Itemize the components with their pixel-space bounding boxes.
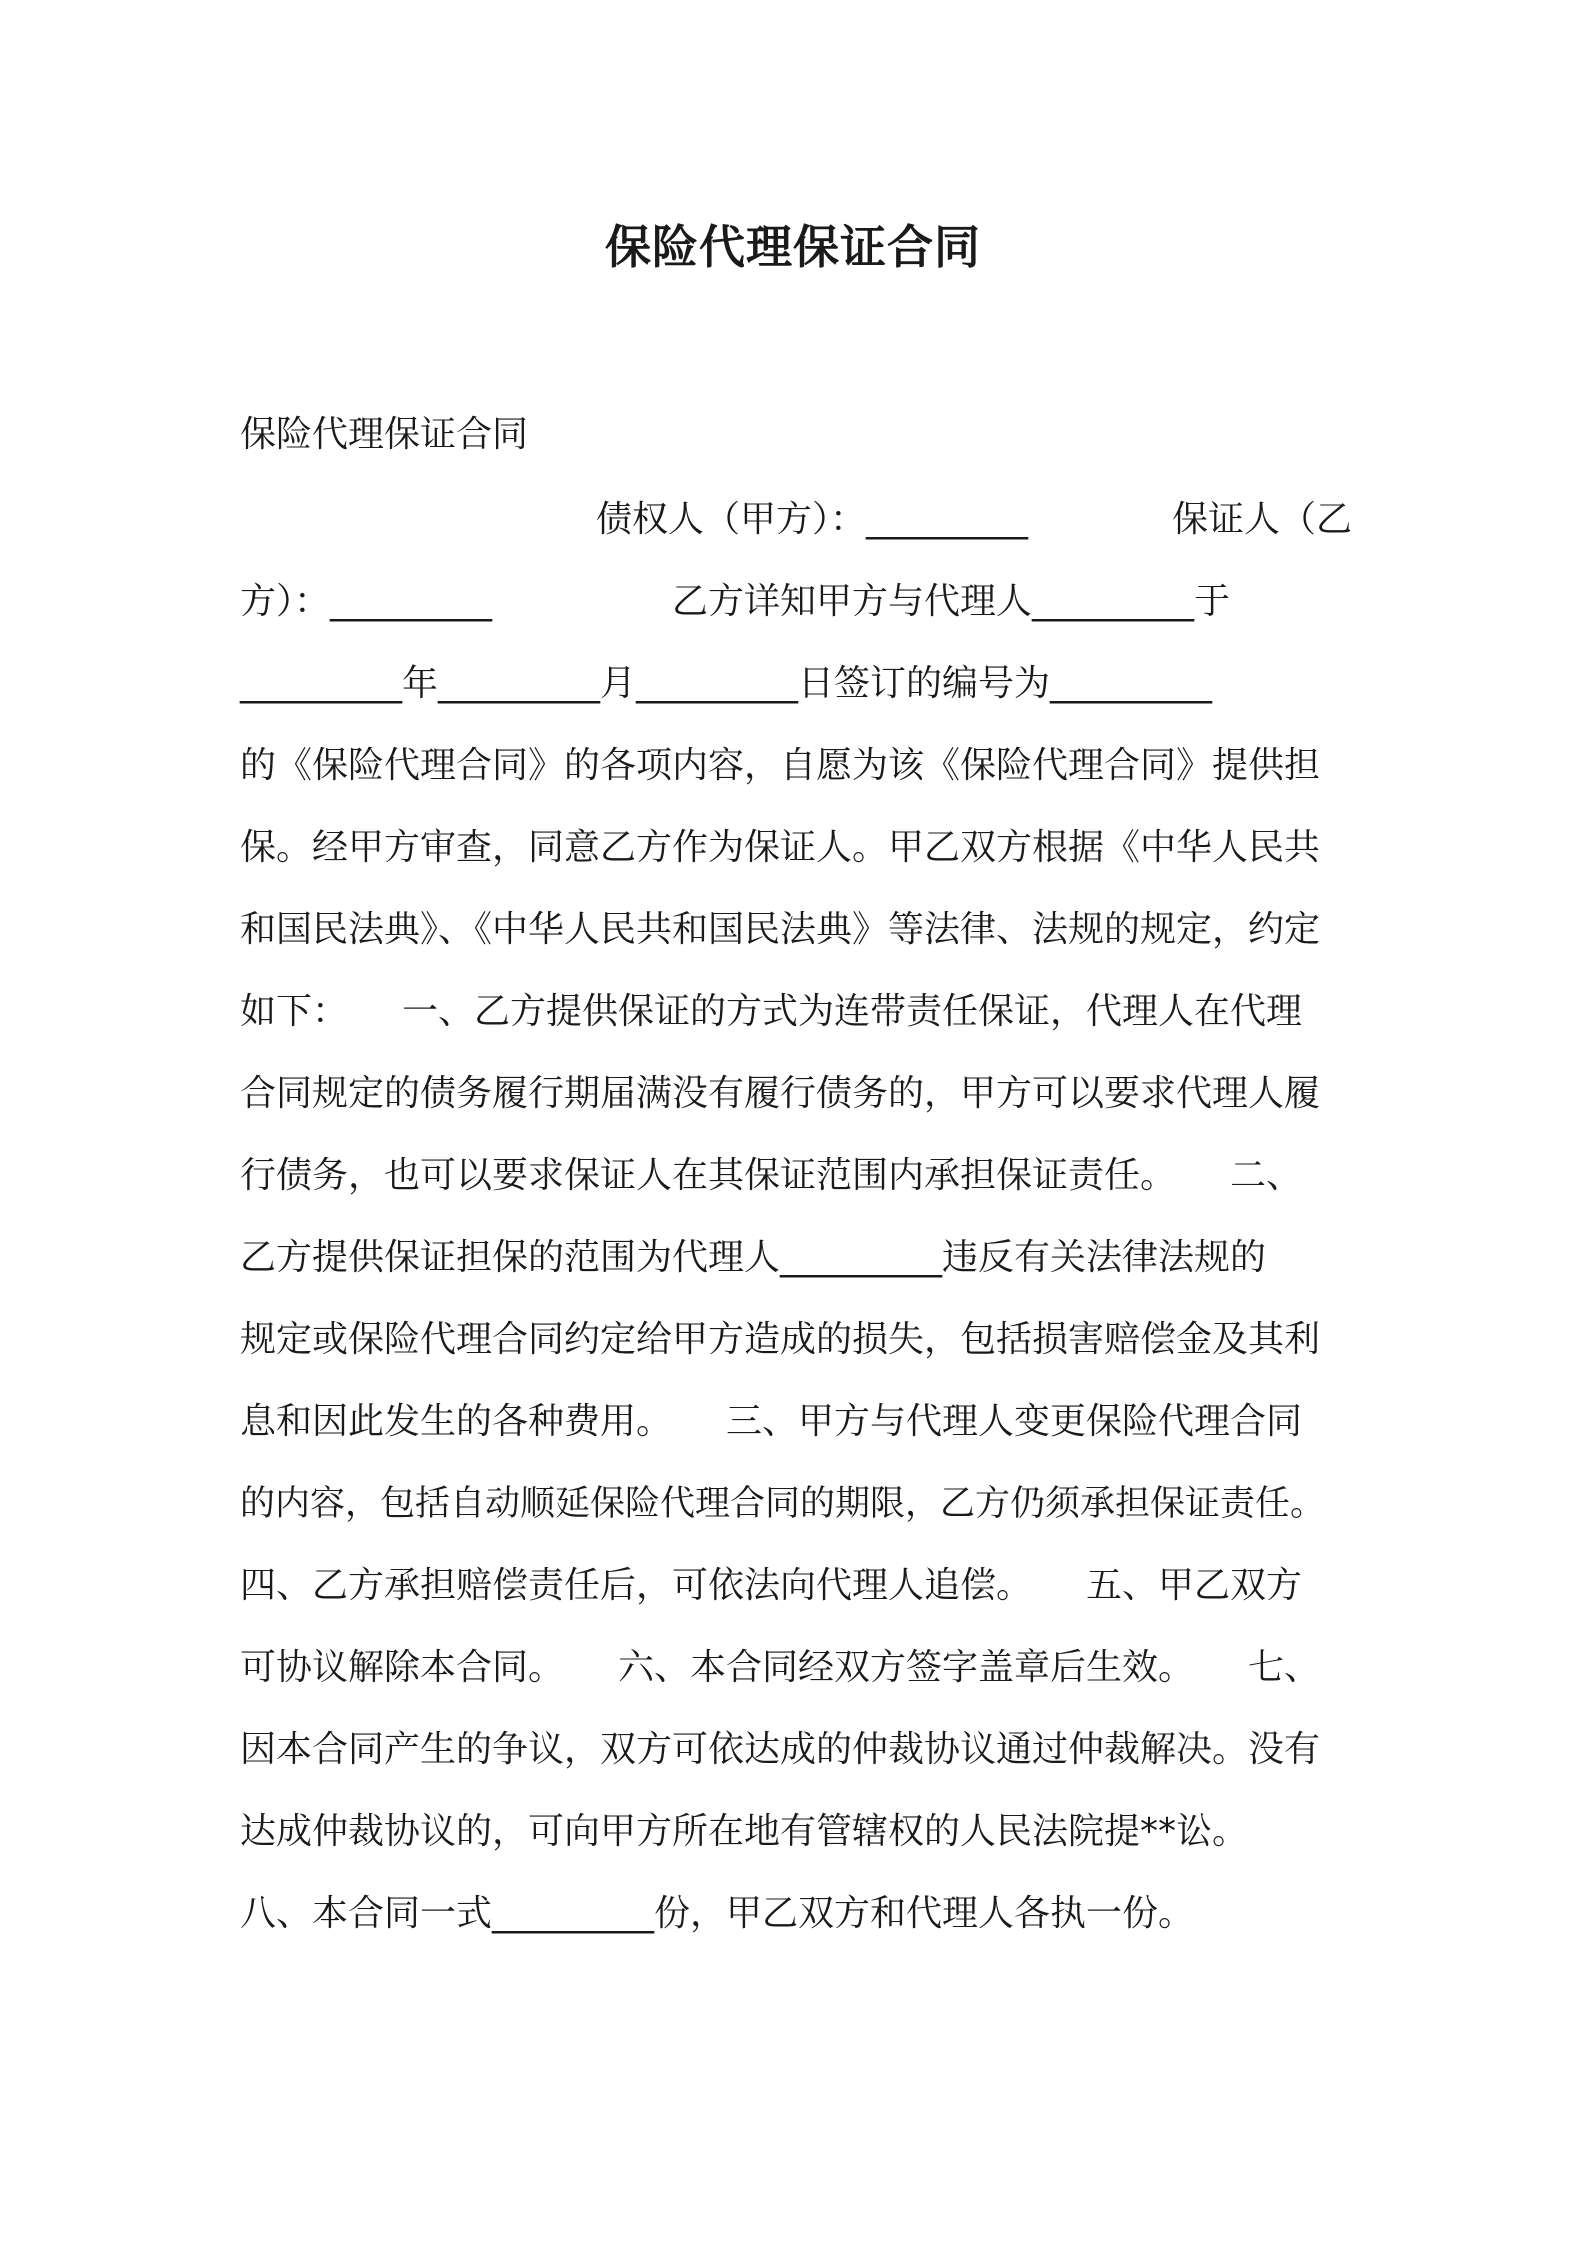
body-line: 方）：_________ 乙方详知甲方与代理人_________于 <box>240 581 1231 622</box>
body-line: 息和因此发生的各种费用。 三、甲方与代理人变更保险代理合同 <box>240 1401 1303 1442</box>
body-line: 的内容，包括自动顺延保险代理合同的期限，乙方仍须承担保证责任。 <box>240 1484 1326 1524</box>
body-line: 保。经甲方审查，同意乙方作为保证人。甲乙双方根据《中华人民共 <box>240 827 1321 868</box>
body-line: _________年_________月_________日签订的编号为_________ <box>240 663 1213 704</box>
body-line: 债权人（甲方）：_________ 保证人（乙 <box>595 499 1352 540</box>
body-line: 合同规定的债务履行期届满没有履行债务的，甲方可以要求代理人履 <box>240 1073 1321 1114</box>
document-subtitle: 保险代理保证合同 <box>240 414 529 455</box>
body-line: 行债务，也可以要求保证人在其保证范围内承担保证责任。 二、 <box>240 1155 1303 1196</box>
body-line: 乙方提供保证担保的范围为代理人_________违反有关法律法规的 <box>240 1237 1267 1278</box>
body-line: 四、乙方承担赔偿责任后，可依法向代理人追偿。 五、甲乙双方 <box>240 1565 1303 1606</box>
body-line: 规定或保险代理合同约定给甲方造成的损失，包括损害赔偿金及其利 <box>240 1319 1321 1360</box>
body-line: 八、本合同一式_________份，甲乙双方和代理人各执一份。 <box>240 1893 1195 1934</box>
body-line: 因本合同产生的争议，双方可依达成的仲裁协议通过仲裁解决。没有 <box>240 1729 1321 1770</box>
body-line: 达成仲裁协议的，可向甲方所在地有管辖权的人民法院提**讼。 <box>240 1811 1249 1852</box>
body-line: 和国民法典》、《中华人民共和国民法典》等法律、法规的规定，约定 <box>240 909 1321 950</box>
body-line: 可协议解除本合同。 六、本合同经双方签字盖章后生效。 七、 <box>240 1647 1321 1688</box>
document-title: 保险代理保证合同 <box>605 220 981 274</box>
body-line: 的《保险代理合同》的各项内容，自愿为该《保险代理合同》提供担 <box>240 745 1321 786</box>
body-line: 如下： 一、乙方提供保证的方式为连带责任保证，代理人在代理 <box>240 991 1303 1032</box>
